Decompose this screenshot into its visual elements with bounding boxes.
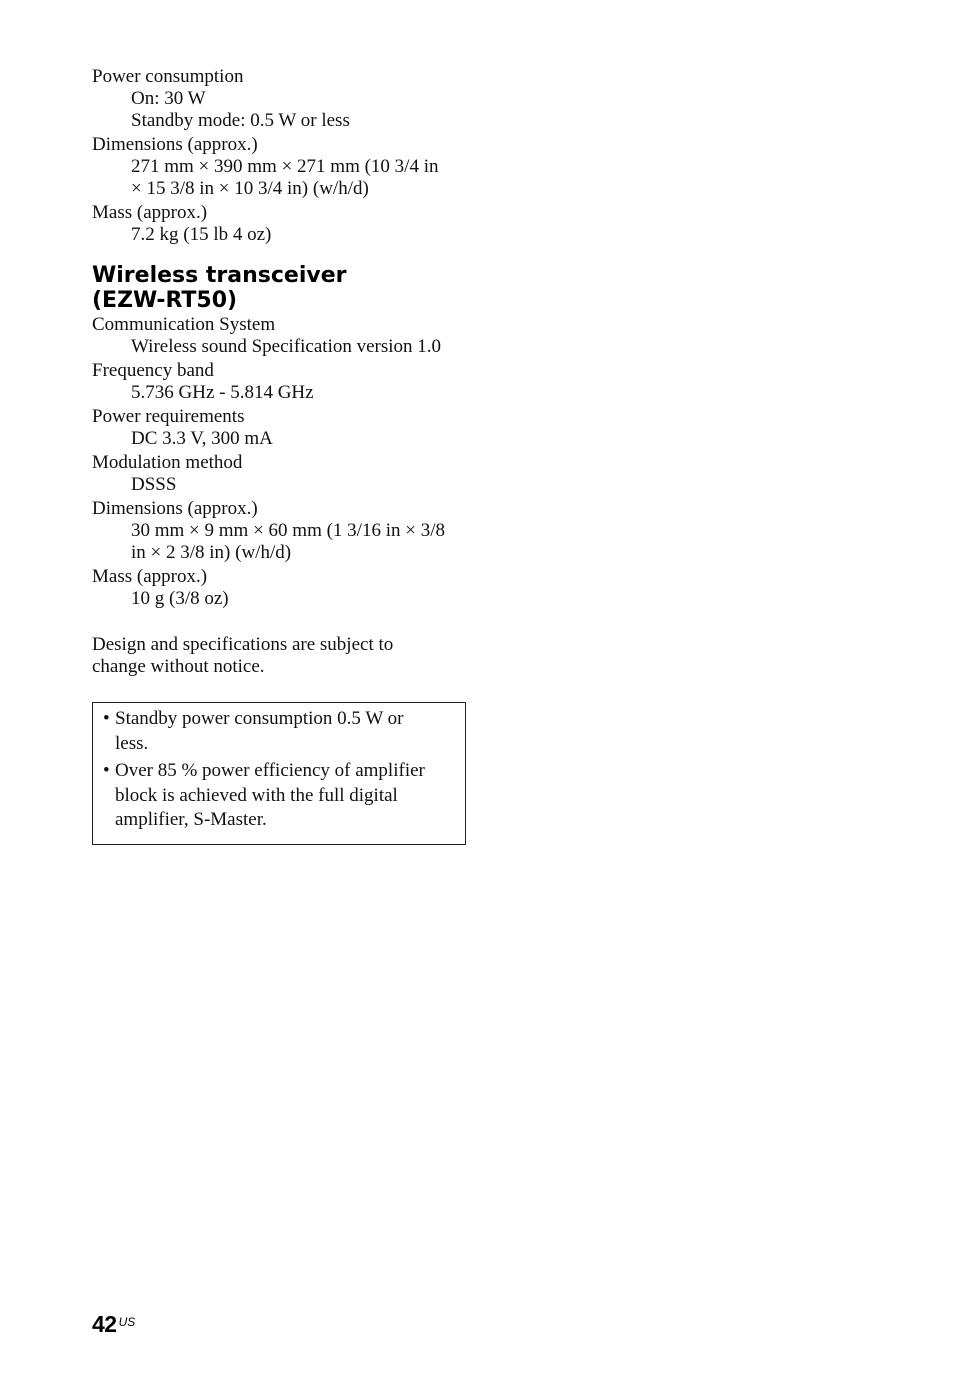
eco-info-box: [92, 702, 466, 845]
spec-power-consumption: [92, 66, 482, 132]
spec-column: [92, 66, 482, 845]
bullet-icon: •: [103, 760, 110, 781]
spec-value: DSSS: [131, 474, 177, 495]
spec-value: in × 2 3/8 in) (w/h/d): [131, 542, 292, 563]
eco-list-item: [103, 759, 455, 833]
spec-transceiver-dimensions: [92, 498, 482, 564]
spec-value: × 15 3/8 in × 10 3/4 in) (w/h/d): [131, 178, 369, 199]
spec-label: Power consumption: [92, 66, 244, 87]
eco-item-line: amplifier, S-Master.: [115, 809, 267, 830]
bullet-icon: •: [103, 708, 110, 729]
spec-label: Modulation method: [92, 452, 243, 473]
specification-notice: [92, 634, 482, 678]
eco-item-line: Standby power consumption 0.5 W or: [115, 708, 404, 729]
spec-label: Mass (approx.): [92, 566, 208, 587]
section-heading-line: Wireless transceiver: [92, 263, 347, 288]
spec-modulation-method: [92, 452, 482, 496]
eco-item-line: Over 85 % power efficiency of amplifier: [115, 760, 425, 781]
spec-label: Frequency band: [92, 360, 214, 381]
eco-item-text: [115, 759, 425, 833]
spec-value: On: 30 W: [131, 88, 206, 109]
spec-value: 7.2 kg (15 lb 4 oz): [131, 224, 272, 245]
spec-frequency-band: [92, 360, 482, 404]
notice-line: change without notice.: [92, 656, 265, 677]
notice-line: Design and specifications are subject to: [92, 634, 394, 655]
spec-communication-system: [92, 314, 482, 358]
spec-power-requirements: [92, 406, 482, 450]
spec-value: Standby mode: 0.5 W or less: [131, 110, 350, 131]
page-region-suffix: US: [118, 1315, 136, 1329]
section-heading-wireless-transceiver: [92, 263, 482, 313]
spec-value: DC 3.3 V, 300 mA: [131, 428, 273, 449]
spec-value: Wireless sound Specification version 1.0: [131, 336, 442, 357]
spec-transceiver-mass: [92, 566, 482, 610]
eco-item-line: block is achieved with the full digital: [115, 784, 398, 806]
spec-label: Power requirements: [92, 406, 245, 427]
spec-label: Communication System: [92, 314, 276, 335]
spec-mass: [92, 202, 482, 246]
eco-item-text: [115, 707, 404, 756]
eco-item-line: less.: [115, 732, 149, 754]
spec-value: 30 mm × 9 mm × 60 mm (1 3/16 in × 3/8: [131, 520, 445, 541]
section-heading-line: (EZW-RT50): [92, 288, 238, 313]
spec-value: 5.736 GHz - 5.814 GHz: [131, 382, 314, 403]
eco-list-item: [103, 707, 455, 756]
spec-label: Dimensions (approx.): [92, 134, 258, 155]
spec-label: Dimensions (approx.): [92, 498, 258, 519]
spec-value: 10 g (3/8 oz): [131, 588, 229, 609]
page-number-value: 42: [92, 1311, 117, 1337]
spec-value: 271 mm × 390 mm × 271 mm (10 3/4 in: [131, 156, 439, 177]
spec-dimensions: [92, 134, 482, 200]
page-number: [92, 1311, 135, 1337]
spec-label: Mass (approx.): [92, 202, 208, 223]
